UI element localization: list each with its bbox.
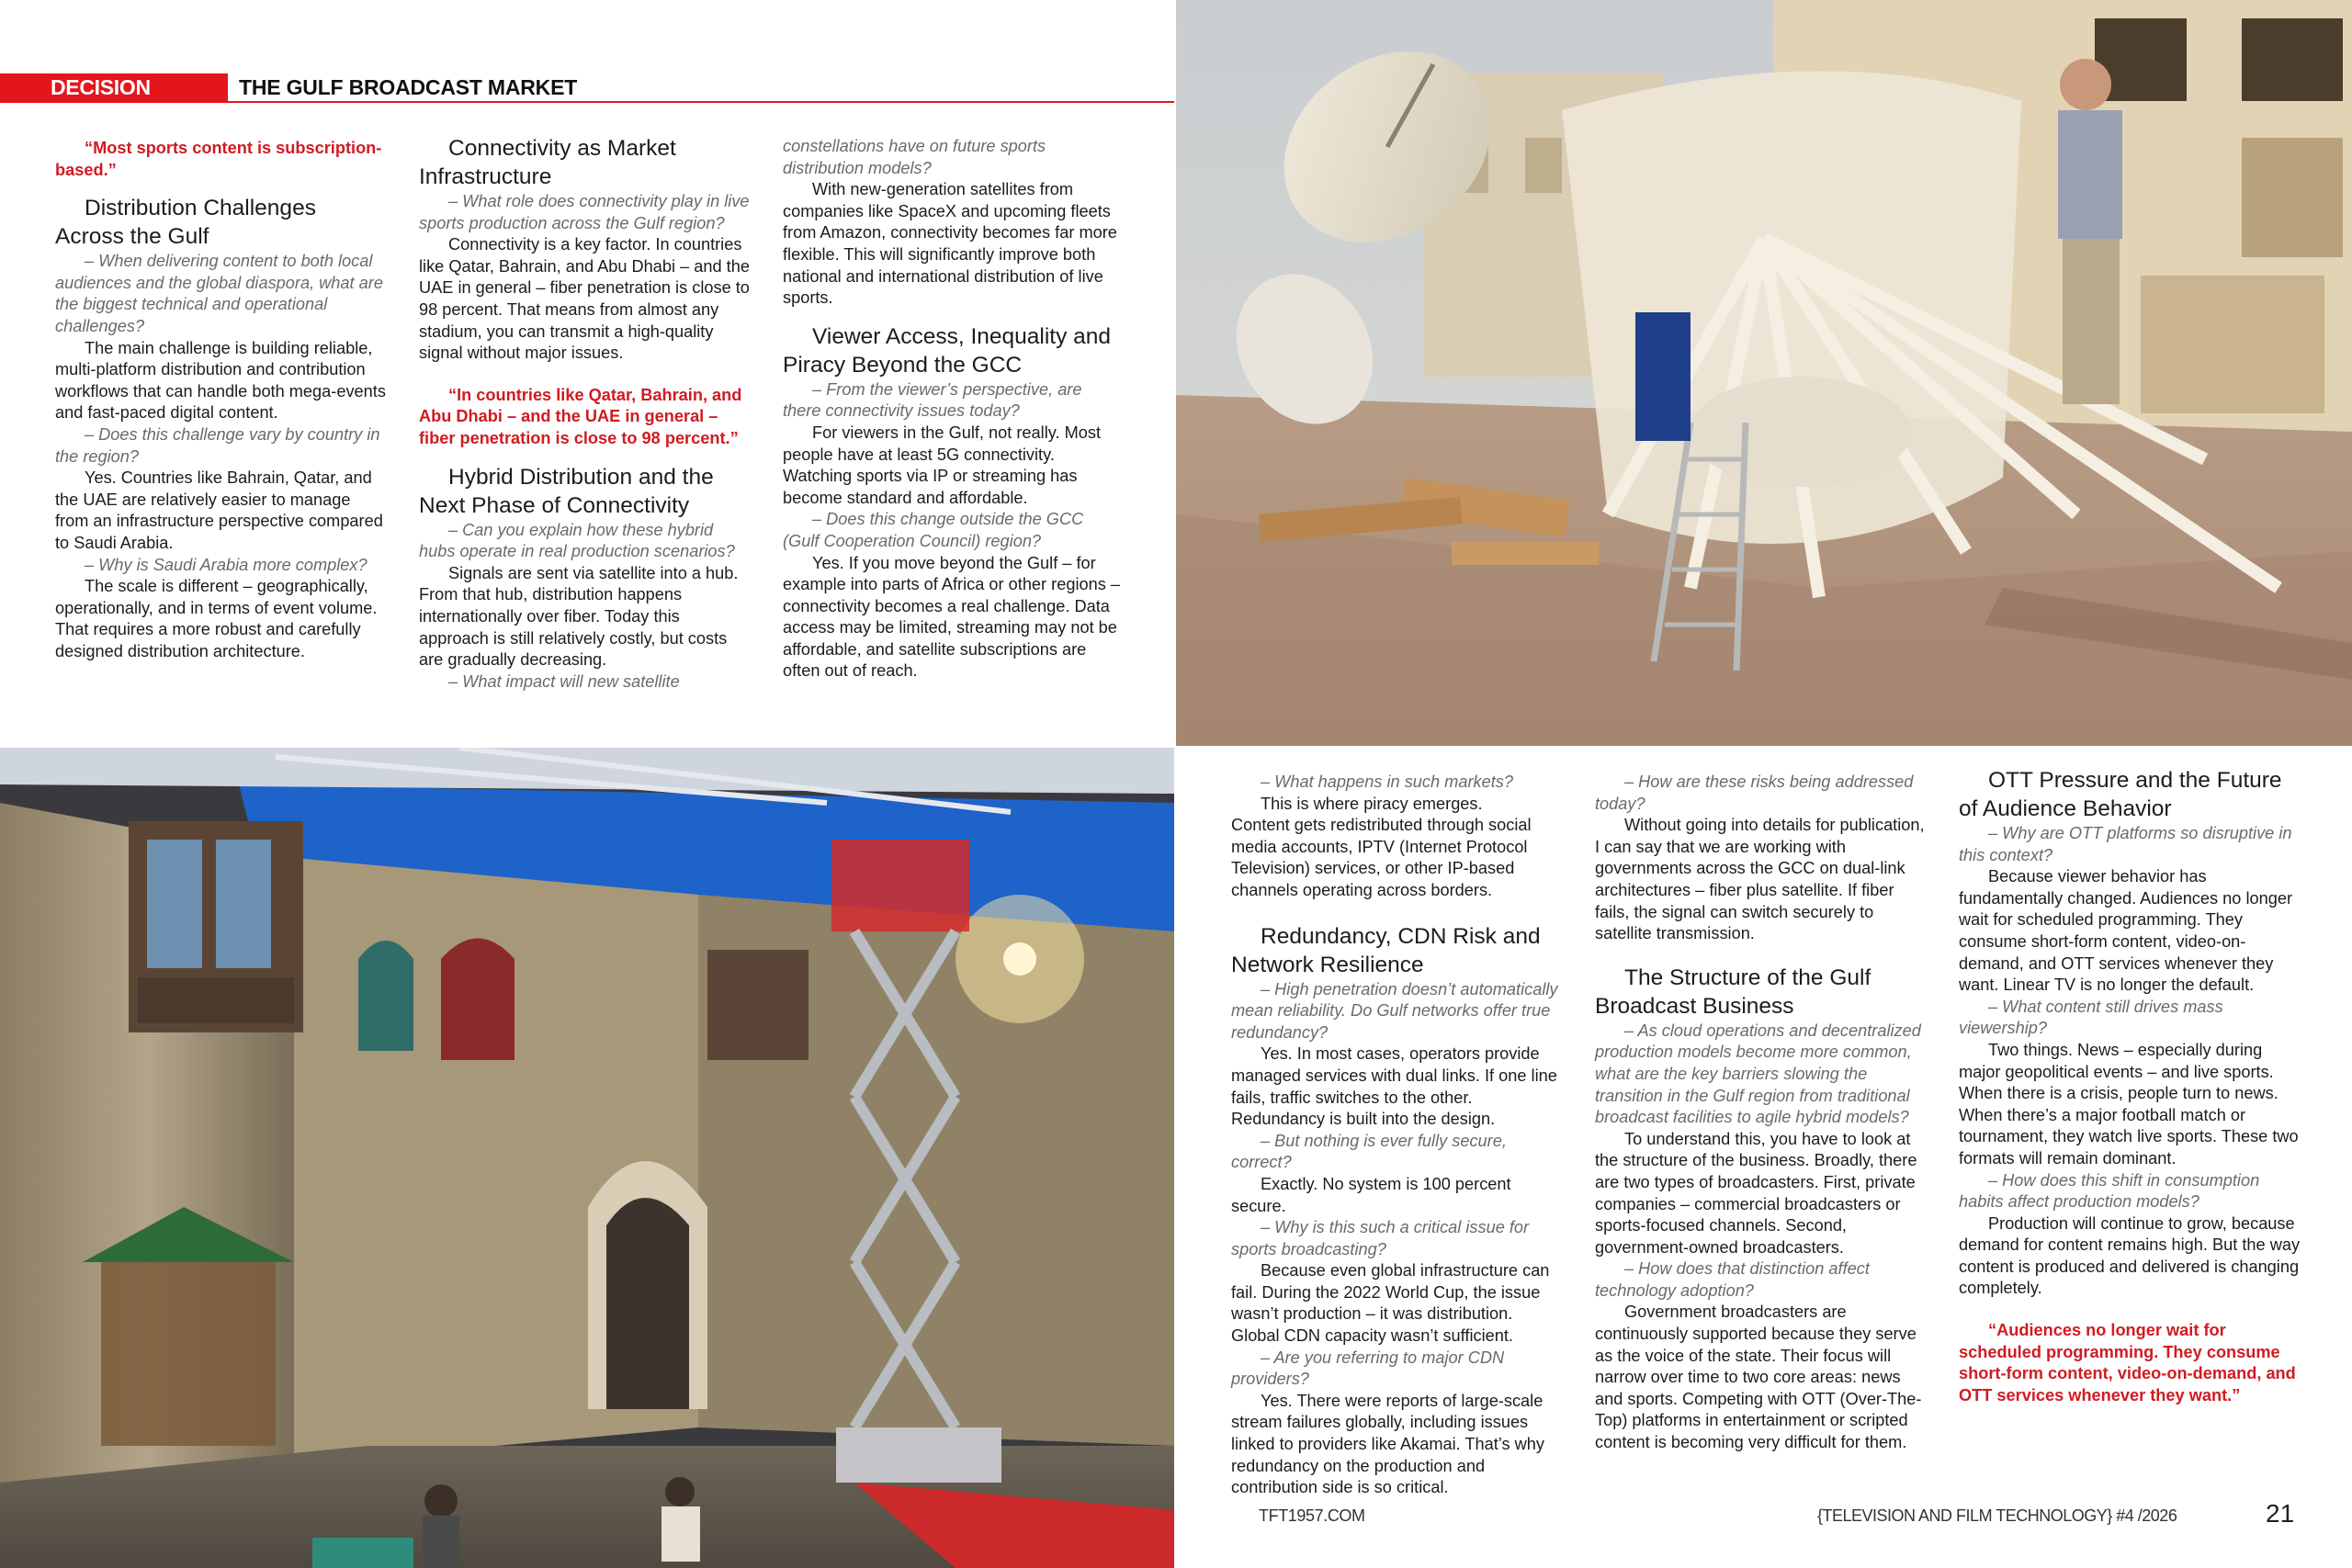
interview-question: – Does this challenge vary by country in the region? xyxy=(55,424,380,466)
section-heading: Redundancy, CDN Risk and Network Resilience xyxy=(1231,923,1541,977)
section-heading: Viewer Access, Inequality and Piracy Beyond the GCC xyxy=(783,323,1112,378)
interview-answer: Connectivity is a key factor. In countries like Qatar, Bahrain, and Abu Dhabi – and the UAE in general – fiber penetration is close to 98 percent. That means from almost any stadium, you can transmit a high-quality signal without major issues. xyxy=(419,235,750,363)
interview-question: – Why are OTT platforms so disruptive in this context? xyxy=(1959,824,2292,864)
interview-question: – Does this change outside the GCC (Gulf Cooperation Council) region? xyxy=(783,510,1084,550)
satellite-dish-photo xyxy=(1176,0,2352,746)
interview-question: – Why is this such a critical issue for sports broadcasting? xyxy=(1231,1218,1530,1258)
interview-answer: Two things. News – especially during major geopolitical events – and live sports. When there is a crisis, people turn to news. When there’s a major football match or tournament, they watch live sports. These two formats will remain dominant. xyxy=(1959,1040,2299,1168)
interview-question: – What content still drives mass viewership? xyxy=(1959,997,2223,1038)
column-2 xyxy=(419,129,753,693)
interview-answer: Government broadcasters are continuously supported because they serve as the voice of the state. Their focus will narrow over time to two core areas: news and sports. Competing with OTT (Over-The-Top) platforms in entertainment or scripted content is becoming very difficult for them. xyxy=(1595,1303,1922,1452)
interview-question: – High penetration doesn’t automatically mean reliability. Do Gulf networks offer true redundancy? xyxy=(1231,979,1558,1042)
column-4 xyxy=(1231,772,1564,1499)
interview-question: – How are these risks being addressed today? xyxy=(1595,773,1914,813)
interview-question: – What happens in such markets? xyxy=(1261,773,1513,791)
interview-answer: Without going into details for publication, I can say that we are working with governments across the GCC on dual-link architectures – fiber plus satellite. If fiber fails, the signal can switch securely to satellite transmission. xyxy=(1595,816,1925,943)
interview-answer: Yes. There were reports of large-scale stream failures globally, including issues linked to providers like Akamai. That’s why redundancy on the production and contribution side is so critical. xyxy=(1231,1391,1545,1497)
interview-question: – From the viewer’s perspective, are there connectivity issues today? xyxy=(783,379,1082,421)
pull-quote: “In countries like Qatar, Bahrain, and Abu Dhabi – and the UAE in general – fiber penetration is close to 98 percent.” xyxy=(419,385,742,447)
interview-answer: Content gets redistributed through social media accounts, IPTV (Internet Protocol Television) services, or other IP-based channels operating across borders. xyxy=(1231,816,1532,899)
section-heading: The Structure of the Gulf Broadcast Business xyxy=(1595,964,1871,1019)
column-5 xyxy=(1595,772,1931,1454)
interview-question: – What role does connectivity play in live sports production across the Gulf region? xyxy=(419,192,750,232)
interview-answer: Signals are sent via satellite into a hub. From that hub, distribution happens internationally over fiber. Today this approach is still relatively costly, but costs are gradually decreasing. xyxy=(419,563,739,670)
interview-question: constellations have on future sports distribution models? xyxy=(783,137,1046,177)
interview-question: – Why is Saudi Arabia more complex? xyxy=(85,555,368,574)
interview-question: – Are you referring to major CDN providers? xyxy=(1231,1348,1505,1389)
interview-question: – How does this shift in consumption habits affect production models? xyxy=(1959,1170,2260,1212)
section-heading: OTT Pressure and the Future of Audience Behavior xyxy=(1959,768,2282,821)
section-heading: Connectivity as Market Infrastructure xyxy=(419,136,676,189)
page-title: THE GULF BROADCAST MARKET xyxy=(239,75,578,99)
interview-answer: For viewers in the Gulf, not really. Most people have at least 5G connectivity. Watching sports via IP or streaming has become standard and affordable. xyxy=(783,423,1102,507)
interview-answer: The main challenge is building reliable, multi-platform distribution and contribution workflows that can handle both mega-events and fast-paced digital content. xyxy=(55,338,386,423)
column-3 xyxy=(783,136,1121,682)
interview-answer: Yes. If you move beyond the Gulf – for example into parts of Africa or other regions – connectivity becomes a real challenge. Data access may be limited, streaming may not be affordable, and satellite subscriptions are often out of reach. xyxy=(783,553,1120,681)
tv-studio-set-photo xyxy=(0,748,1174,1568)
footer-website: TFT1957.COM xyxy=(1259,1506,1365,1525)
section-heading: Distribution Challenges Across the Gulf xyxy=(55,196,316,250)
footer-magazine-issue: {TELEVISION AND FILM TECHNOLOGY} #4 /2026 xyxy=(1817,1506,2177,1525)
interview-answer: This is where piracy emerges. xyxy=(1261,794,1483,813)
column-6 xyxy=(1959,766,2301,1419)
interview-answer: Because viewer behavior has fundamentally changed. Audiences no longer wait for scheduled programming. They consume short-form content, video-on-demand, and OTT services whenever they want. Linear TV is no longer the default. xyxy=(1959,867,2293,995)
interview-answer: The scale is different – geographically, operationally, and in terms of event volume. That requires a more robust and carefully designed distribution architecture. xyxy=(55,577,378,660)
interview-answer: Yes. Countries like Bahrain, Qatar, and the UAE are relatively easier to manage from an infrastructure perspective compared to Saudi Arabia. xyxy=(55,468,383,552)
interview-answer: With new-generation satellites from companies like SpaceX and upcoming fleets from Amazon, connectivity becomes far more flexible. This will significantly improve both national and international distribution of live sports. xyxy=(783,180,1117,308)
interview-answer: Because even global infrastructure can fail. During the 2022 World Cup, the issue wasn’t production – it was distribution. Global CDN capacity wasn’t sufficient. xyxy=(1231,1261,1550,1346)
section-tag: DECISION MAKERS xyxy=(51,75,151,128)
interview-question: – How does that distinction affect technology adoption? xyxy=(1595,1259,1870,1300)
interview-question: – But nothing is ever fully secure, correct? xyxy=(1231,1131,1507,1172)
interview-answer: Exactly. No system is 100 percent secure. xyxy=(1231,1174,1511,1215)
interview-question: – As cloud operations and decentralized production models become more common, what are the key barriers slowing the transition in the Gulf region from traditional broadcast facilities to agile hybrid models? xyxy=(1595,1021,1921,1127)
interview-answer: To understand this, you have to look at the structure of the business. Broadly, there are two types of broadcasters. First, private companies – commercial broadcasters or sports-focused channels. Second, government-owned broadcasters. xyxy=(1595,1129,1917,1257)
interview-answer: Production will continue to grow, because demand for content remains high. But the way content is produced and delivered is changing completely. xyxy=(1959,1213,2301,1298)
header-rule xyxy=(0,101,1174,103)
column-1 xyxy=(55,138,386,662)
interview-question: – Can you explain how these hybrid hubs operate in real production scenarios? xyxy=(419,520,735,561)
section-heading: Hybrid Distribution and the Next Phase of Connectivity xyxy=(419,464,714,518)
interview-question: – What impact will new satellite xyxy=(448,671,680,691)
pull-quote: “Most sports content is subscription-based.” xyxy=(55,139,382,179)
page-number: 21 xyxy=(2266,1499,2295,1528)
pull-quote: “Audiences no longer wait for scheduled programming. They consume short-form content, video-on-demand, and OTT services whenever they want.” xyxy=(1959,1321,2296,1404)
interview-question: – When delivering content to both local audiences and the global diaspora, what are the biggest technical and operational challenges? xyxy=(55,252,383,335)
interview-answer: Yes. In most cases, operators provide managed services with dual links. If one line fails, traffic switches to the other. Redundancy is built into the design. xyxy=(1231,1044,1557,1129)
